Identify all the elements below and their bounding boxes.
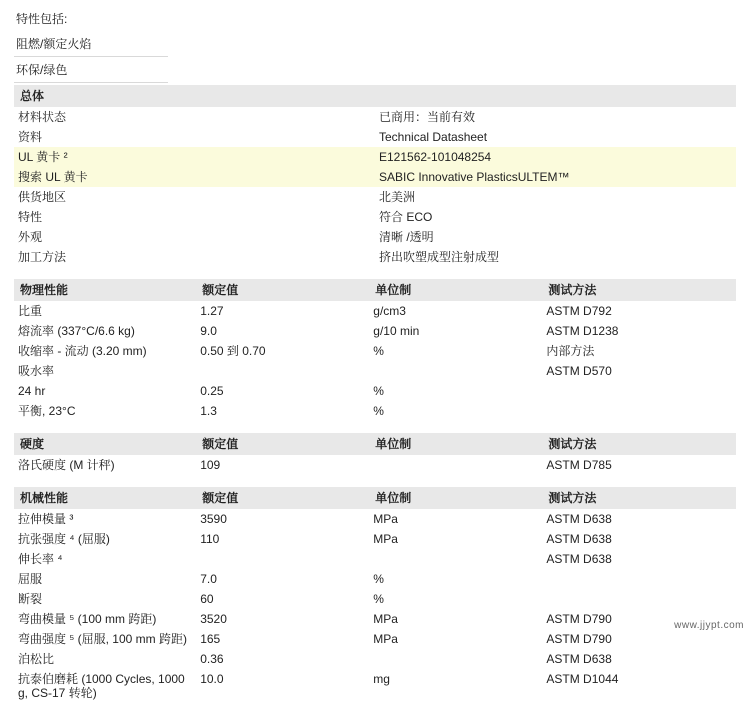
- row-method: [542, 381, 736, 401]
- row-label: 供货地区: [18, 190, 67, 204]
- table-row: [14, 167, 736, 187]
- table-row: [14, 589, 736, 609]
- row-value: 符合 ECO: [379, 210, 433, 224]
- row-method: ASTM D638: [546, 552, 612, 566]
- row-value: 挤出吹塑成型注射成型: [379, 250, 500, 264]
- row-label: 熔流率 (337°C/6.6 kg): [18, 324, 135, 338]
- row-label: 弯曲模量 ⁵ (100 mm 跨距): [18, 612, 157, 626]
- row-method: ASTM D790: [546, 632, 612, 646]
- row-unit: %: [373, 572, 384, 586]
- table-row: [14, 649, 736, 669]
- row-label: 洛氏硬度 (M 计秤): [18, 458, 115, 472]
- row-label: 弯曲强度 ⁵ (屈服, 100 mm 跨距): [18, 632, 187, 646]
- row-unit: %: [373, 384, 384, 398]
- row-value: 0.36: [200, 652, 224, 666]
- row-label: 泊松比: [18, 652, 55, 666]
- hardness-table: [14, 433, 736, 475]
- table-row: [14, 247, 736, 267]
- row-method: ASTM D570: [546, 364, 612, 378]
- table-row: [14, 321, 736, 341]
- row-value: 北美洲: [379, 190, 416, 204]
- row-value: 10.0: [200, 672, 224, 686]
- row-label: 比重: [18, 304, 43, 318]
- row-method: ASTM D785: [546, 458, 612, 472]
- column-header-property: 机械性能: [14, 487, 196, 509]
- section-title: 总体: [14, 85, 736, 107]
- row-label: 平衡, 23°C: [18, 404, 76, 418]
- row-unit: mg: [373, 672, 390, 686]
- table-row: [14, 509, 736, 529]
- row-value: E121562-101048254: [375, 147, 736, 167]
- column-header-method: 测试方法: [542, 487, 736, 509]
- row-method: ASTM D792: [546, 304, 612, 318]
- row-label: 24 hr: [18, 384, 46, 398]
- intro-heading: 特性包括:: [16, 12, 68, 26]
- table-row: [14, 147, 736, 167]
- site-watermark: www.jjypt.com: [674, 620, 744, 631]
- row-value: 9.0: [200, 324, 217, 338]
- table-row: [14, 361, 736, 381]
- table-row: [14, 401, 736, 421]
- column-header-unit: 单位制: [369, 433, 542, 455]
- row-value: [196, 361, 369, 381]
- column-header-value: 额定值: [196, 433, 369, 455]
- row-label: 收缩率 - 流动 (3.20 mm): [18, 344, 147, 358]
- table-row: [14, 569, 736, 589]
- column-header-unit: 单位制: [369, 279, 542, 301]
- row-unit: [369, 361, 542, 381]
- table-row: [14, 341, 736, 361]
- row-label: 吸水率: [18, 364, 55, 378]
- row-label: 加工方法: [18, 250, 67, 264]
- row-method: ASTM D790: [546, 612, 612, 626]
- row-method: ASTM D638: [546, 512, 612, 526]
- row-label: 抗张强度 ⁴ (屈服): [18, 532, 110, 546]
- table-row: [14, 301, 736, 321]
- column-header-property: 物理性能: [14, 279, 196, 301]
- row-label: 抗泰伯磨耗 (1000 Cycles, 1000 g, CS-17 转轮): [18, 672, 185, 700]
- row-value: 1.27: [200, 304, 224, 318]
- row-value: Technical Datasheet: [379, 130, 488, 144]
- row-value: 1.3: [200, 404, 217, 418]
- table-row: [14, 127, 736, 147]
- row-label: 拉伸模量 ³: [18, 512, 74, 526]
- row-unit: %: [373, 592, 384, 606]
- row-unit: MPa: [373, 632, 398, 646]
- table-row: [14, 455, 736, 475]
- row-unit: MPa: [373, 532, 398, 546]
- table-row: [14, 529, 736, 549]
- row-method: ASTM D1238: [546, 324, 619, 338]
- mechanical-properties-table: [14, 487, 736, 703]
- row-value: 3590: [200, 512, 227, 526]
- table-section-header: [14, 433, 736, 455]
- row-value: 已商用：当前有效: [379, 110, 476, 124]
- table-row: [14, 381, 736, 401]
- row-label: 搜索 UL 黄卡: [14, 167, 375, 187]
- row-unit: g/10 min: [373, 324, 420, 338]
- table-row: [14, 107, 736, 127]
- row-method: [542, 589, 736, 609]
- row-label: 外观: [18, 230, 43, 244]
- table-row: [14, 629, 736, 649]
- row-label: 资料: [18, 130, 43, 144]
- row-label: 材料状态: [18, 110, 67, 124]
- row-unit: MPa: [373, 512, 398, 526]
- column-header-value: 额定值: [196, 279, 369, 301]
- column-header-method: 测试方法: [542, 433, 736, 455]
- row-label: UL 黄卡 ²: [14, 147, 375, 167]
- column-header-unit: 单位制: [369, 487, 542, 509]
- row-value: 3520: [200, 612, 227, 626]
- row-label: 伸长率 ⁴: [18, 552, 63, 566]
- table-row: [14, 609, 736, 629]
- row-unit: g/cm3: [373, 304, 406, 318]
- row-method: ASTM D638: [546, 652, 612, 666]
- row-value: 110: [200, 532, 220, 546]
- row-method: 内部方法: [546, 344, 595, 358]
- row-label: 特性: [18, 210, 43, 224]
- row-unit: [369, 649, 542, 669]
- row-value: 60: [200, 592, 214, 606]
- row-label: 屈服: [18, 572, 43, 586]
- column-header-property: 硬度: [14, 433, 196, 455]
- physical-properties-table: [14, 279, 736, 421]
- row-value: 0.50 到 0.70: [200, 344, 266, 358]
- row-value: 165: [200, 632, 221, 646]
- row-value: 109: [200, 458, 221, 472]
- intro-feature-1: 环保/绿色: [14, 57, 168, 83]
- table-row: [14, 207, 736, 227]
- general-table: [14, 85, 736, 267]
- row-method: ASTM D638: [546, 532, 612, 546]
- row-label: 断裂: [18, 592, 43, 606]
- intro-block: [14, 6, 736, 83]
- row-value: [196, 549, 369, 569]
- column-header-value: 额定值: [196, 487, 369, 509]
- row-method: [542, 401, 736, 421]
- row-unit: %: [373, 404, 384, 418]
- table-row: [14, 669, 736, 703]
- row-value: SABIC Innovative PlasticsULTEM™: [375, 167, 736, 187]
- table-row: [14, 187, 736, 207]
- row-value: 7.0: [200, 572, 217, 586]
- table-section-header: [14, 487, 736, 509]
- row-unit: MPa: [373, 612, 398, 626]
- row-unit: [369, 549, 542, 569]
- table-section-header: [14, 279, 736, 301]
- row-unit: %: [373, 344, 384, 358]
- table-section-header: [14, 85, 736, 107]
- table-row: [14, 227, 736, 247]
- row-method: [542, 569, 736, 589]
- row-value: 清晰 /透明: [379, 230, 434, 244]
- intro-feature-0: 阻燃/额定火焰: [14, 31, 168, 57]
- row-value: 0.25: [200, 384, 224, 398]
- row-method: ASTM D1044: [546, 672, 619, 686]
- row-unit: [369, 455, 542, 475]
- table-row: [14, 549, 736, 569]
- column-header-method: 测试方法: [542, 279, 736, 301]
